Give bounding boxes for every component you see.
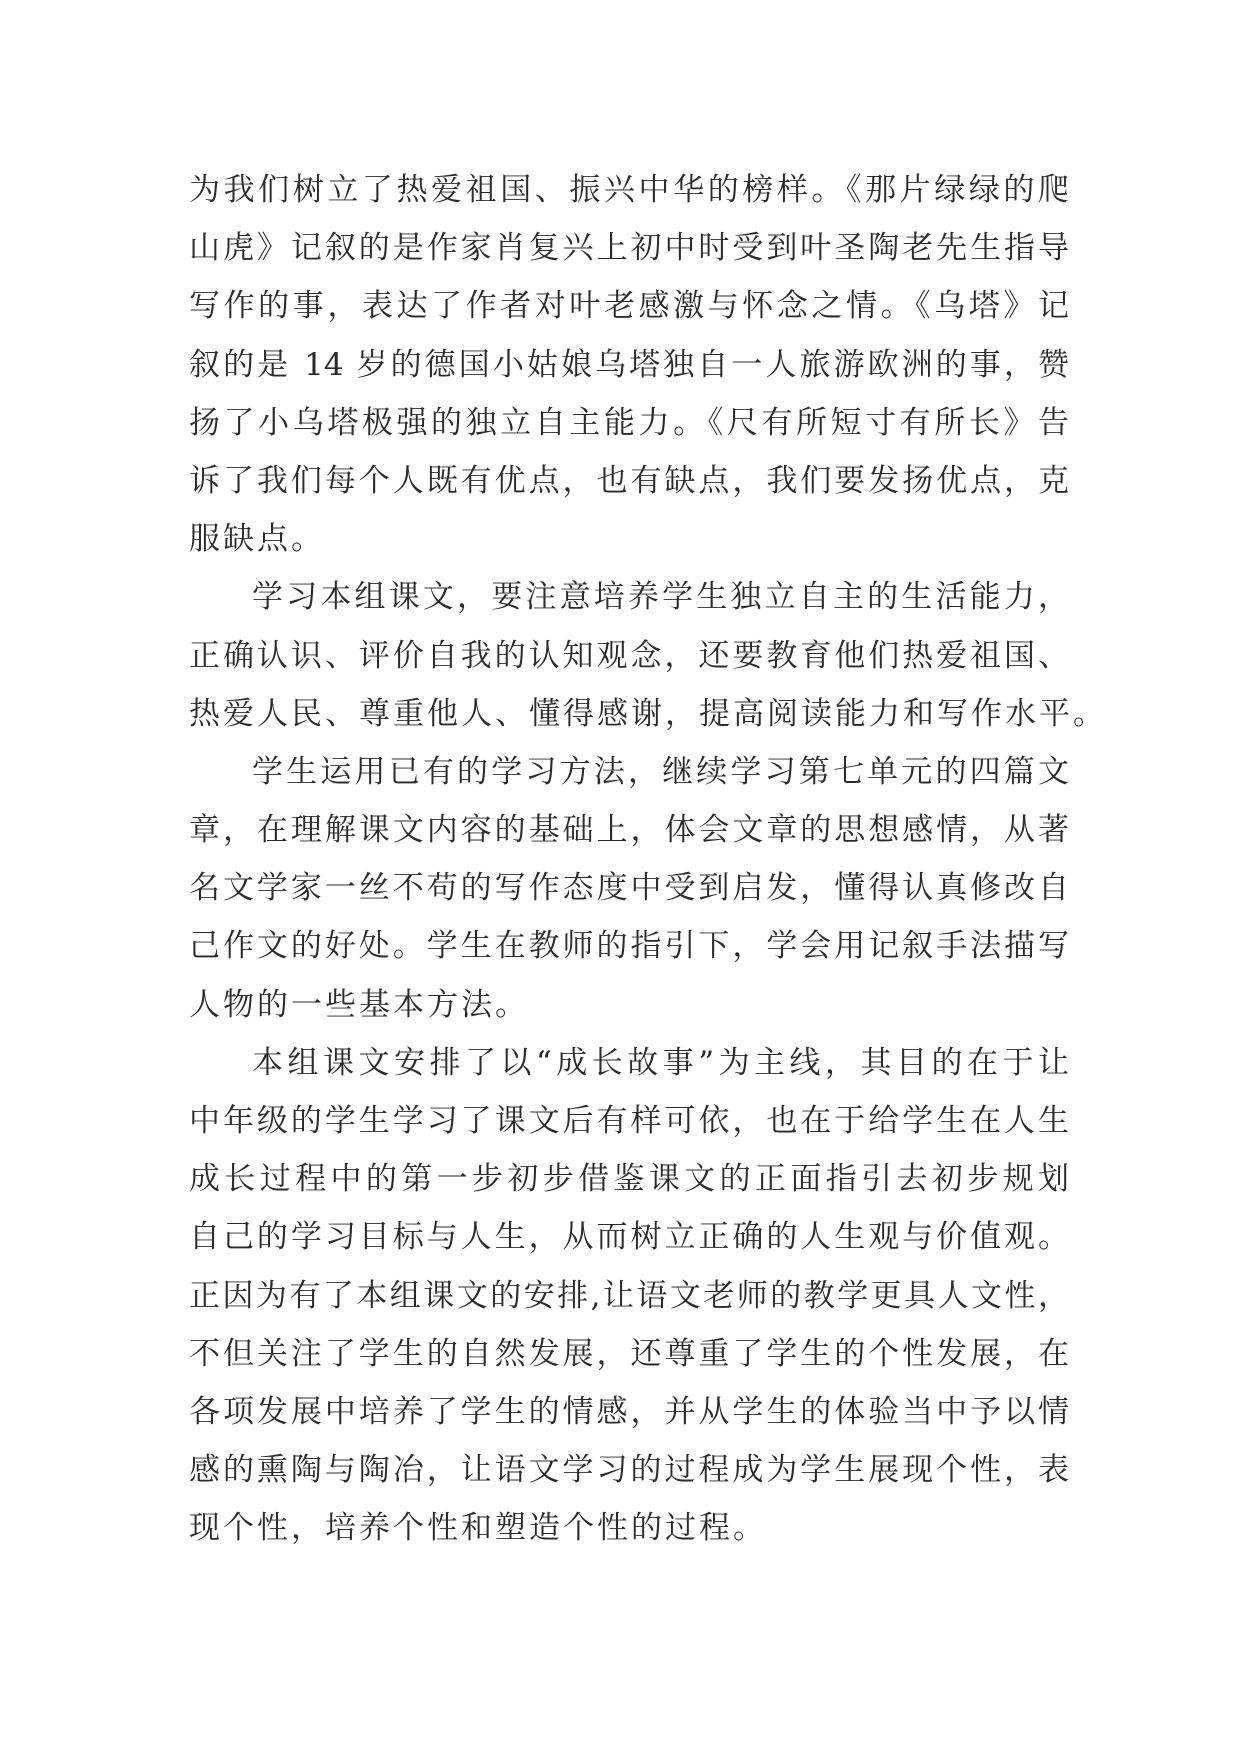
text-line: 不但关注了学生的自然发展，还尊重了学生的个性发展，在 [189,1335,1069,1372]
text-line: 现个性，培养个性和塑造个性的过程。 [189,1510,767,1547]
text-line: 热爱人民、尊重他人、懂得感谢，提高阅读能力和写作水平。 [189,695,1107,732]
text-line: 自己的学习目标与人生，从而树立正确的人生观与价值观。 [189,1219,1069,1256]
text-line: 学生运用已有的学习方法，继续学习第七单元的四篇文 [252,753,1069,790]
text-line: 人物的一些基本方法。 [189,986,529,1023]
text-line: 写作的事，表达了作者对叶老感激与怀念之情。《乌塔》记 [189,288,1069,325]
text-line: 成长过程中的第一步初步借鉴课文的正面指引去初步规划 [189,1161,1069,1198]
text-line: 扬了小乌塔极强的独立自主能力。《尺有所短寸有所长》告 [189,404,1069,441]
text-line: 中年级的学生学习了课文后有样可依，也在于给学生在人生 [189,1103,1069,1139]
text-line: 各项发展中培养了学生的情感，并从学生的体验当中予以情 [189,1393,1069,1430]
document-body [189,161,1107,1558]
text-line: 叙的是 14 岁的德国小姑娘乌塔独自一人旅游欧洲的事，赞 [189,346,1069,383]
text-line: 为我们树立了热爱祖国、振兴中华的榜样。《那片绿绿的爬 [189,172,1069,208]
paragraph-3 [189,743,1069,1034]
text-line: 学习本组课文，要注意培养学生独立自主的生活能力， [252,579,1069,616]
text-line: 山虎》记叙的是作家肖复兴上初中时受到叶圣陶老先生指导 [189,230,1069,267]
text-line: 己作文的好处。学生在教师的指引下，学会用记叙手法描写 [189,928,1069,965]
paragraph-1 [189,161,1069,568]
text-line: 名文学家一丝不苟的写作态度中受到启发，懂得认真修改自 [189,870,1069,907]
text-line: 服缺点。 [189,521,325,558]
text-line: 本组课文安排了以“成长故事”为主线，其目的在于让 [252,1044,1069,1081]
paragraph-4 [189,1034,1069,1558]
text-line: 感的熏陶与陶冶，让语文学习的过程成为学生展现个性，表 [189,1452,1069,1489]
paragraph-2 [189,568,1107,743]
text-line: 章，在理解课文内容的基础上，体会文章的思想感情，从著 [189,812,1069,849]
text-line: 诉了我们每个人既有优点，也有缺点，我们要发扬优点，克 [189,462,1069,499]
text-line: 正因为有了本组课文的安排,让语文老师的教学更具人文性， [189,1277,1069,1314]
text-line: 正确认识、评价自我的认知观念，还要教育他们热爱祖国、 [189,637,1069,674]
